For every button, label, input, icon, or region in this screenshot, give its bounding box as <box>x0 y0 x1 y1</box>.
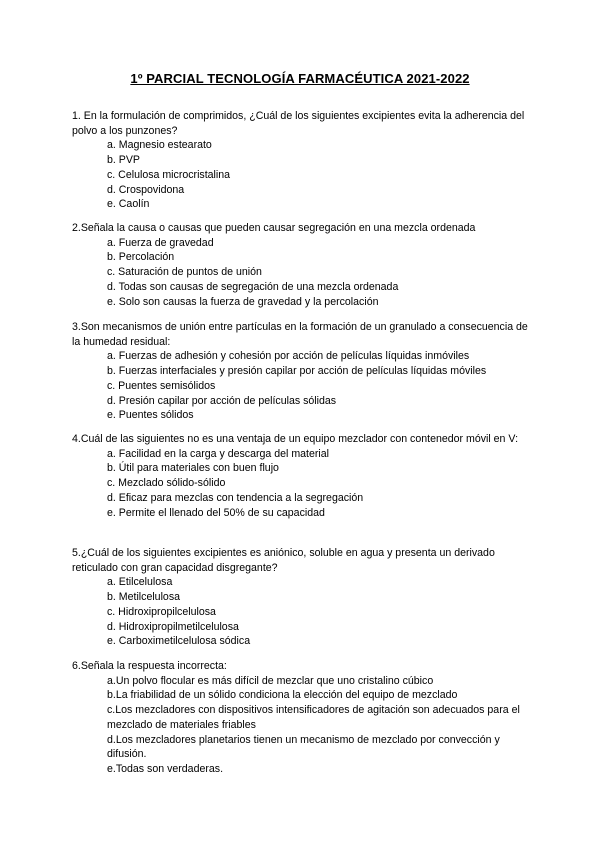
option-e: e. Caolín <box>107 198 150 211</box>
option-e: e. Permite el llenado del 50% de su capacidad <box>107 506 325 519</box>
question-stem: 6.Señala la respuesta incorrecta: <box>72 660 227 672</box>
option-d: d. Todas son causas de segregación de una mezcla ordenada <box>107 280 399 293</box>
option-c: c. Hidroxipropilcelulosa <box>107 605 216 618</box>
option-a: a.Un polvo flocular es más difícil de mezclar que uno cristalino cúbico <box>107 674 434 687</box>
option-a: a. Magnesio estearato <box>107 139 212 152</box>
option-d: d. Crospovidona <box>107 183 185 196</box>
question-4 <box>72 432 532 520</box>
option-c: c. Celulosa microcristalina <box>107 168 231 181</box>
page-title: 1º PARCIAL TECNOLOGÍA FARMACÉUTICA 2021-2022 <box>130 71 470 86</box>
question-stem: 2.Señala la causa o causas que pueden causar segregación en una mezcla ordenada <box>72 222 476 234</box>
question-5 <box>72 546 532 649</box>
question-6 <box>72 659 532 777</box>
option-b: b. Fuerzas interfaciales y presión capilar por acción de películas líquidas móviles <box>107 365 487 378</box>
option-b: b. PVP <box>107 154 140 167</box>
option-e: e. Puentes sólidos <box>107 409 194 422</box>
question-stem: 5.¿Cuál de los siguientes excipientes es aniónico, soluble en agua y presenta un derivado reticulado con gran capacidad disgregante? <box>72 547 495 574</box>
option-b: b.La friabilidad de un sólido condiciona la elección del equipo de mezclado <box>107 689 458 702</box>
option-e: e.Todas son verdaderas. <box>107 762 224 775</box>
option-e: e. Carboximetilcelulosa sódica <box>107 635 251 648</box>
option-c: c. Mezclado sólido-sólido <box>107 477 226 490</box>
question-1 <box>72 109 532 212</box>
option-c: c.Los mezcladores con dispositivos intensificadores de agitación son adecuados para el mezclado de materiales friables <box>107 704 520 731</box>
option-c: c. Saturación de puntos de unión <box>107 266 262 279</box>
option-c: c. Puentes semisólidos <box>107 379 216 392</box>
question-stem: 4.Cuál de las siguientes no es una ventaja de un equipo mezclador con contenedor móvil en V: <box>72 433 519 445</box>
option-b: b. Percolación <box>107 251 175 264</box>
option-d: d. Eficaz para mezclas con tendencia a la segregación <box>107 491 364 504</box>
option-b: b. Metilcelulosa <box>107 591 181 604</box>
question-stem: 1. En la formulación de comprimidos, ¿Cuál de los siguientes excipientes evita la adherencia del polvo a los punzones? <box>72 110 525 137</box>
option-e: e. Solo son causas la fuerza de gravedad y la percolación <box>107 295 379 308</box>
option-a: a. Fuerza de gravedad <box>107 236 214 249</box>
option-b: b. Útil para materiales con buen flujo <box>107 462 279 475</box>
question-2 <box>72 221 532 309</box>
option-d: d.Los mezcladores planetarios tienen un mecanismo de mezclado por convección y difusión. <box>107 733 500 761</box>
option-a: a. Fuerzas de adhesión y cohesión por acción de películas líquidas inmóviles <box>107 350 470 363</box>
option-a: a. Facilidad en la carga y descarga del material <box>107 447 329 460</box>
option-d: d. Hidroxipropilmetilcelulosa <box>107 620 239 633</box>
option-d: d. Presión capilar por acción de películas sólidas <box>107 394 337 407</box>
option-a: a. Etilcelulosa <box>107 576 173 589</box>
question-3 <box>72 320 532 423</box>
question-stem: 3.Son mecanismos de unión entre partículas en la formación de un granulado a consecuencia de la humedad residual: <box>72 321 528 348</box>
